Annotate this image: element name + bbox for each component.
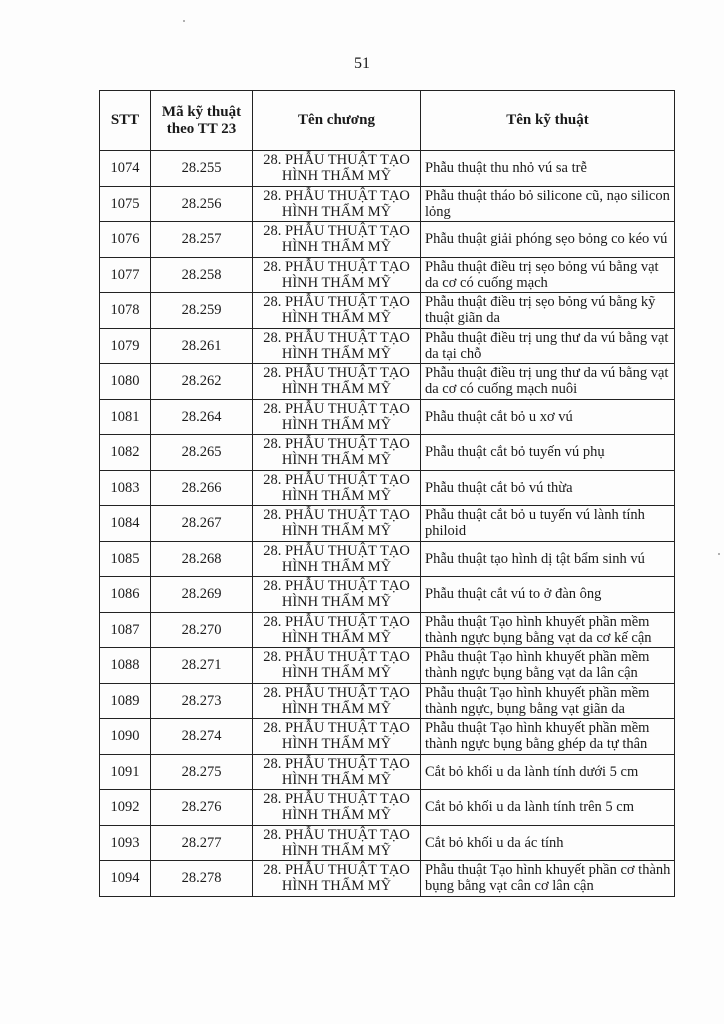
row-chapter: 28. PHẪU THUẬT TẠO HÌNH THẨM MỸ	[253, 825, 421, 861]
row-stt: 1091	[100, 754, 151, 790]
row-chapter: 28. PHẪU THUẬT TẠO HÌNH THẨM MỸ	[253, 328, 421, 364]
row-stt: 1079	[100, 328, 151, 364]
table-row	[100, 790, 675, 826]
row-technique: Phẫu thuật điều trị sẹo bỏng vú bằng kỹ thuật giãn da	[421, 293, 675, 329]
row-chapter: 28. PHẪU THUẬT TẠO HÌNH THẨM MỸ	[253, 186, 421, 222]
row-technique: Phẫu thuật giải phóng sẹo bỏng co kéo vú	[421, 222, 675, 258]
table-row	[100, 399, 675, 435]
row-stt: 1075	[100, 186, 151, 222]
table-row	[100, 754, 675, 790]
row-chapter: 28. PHẪU THUẬT TẠO HÌNH THẨM MỸ	[253, 683, 421, 719]
table-row	[100, 470, 675, 506]
row-chapter: 28. PHẪU THUẬT TẠO HÌNH THẨM MỸ	[253, 861, 421, 897]
row-technique: Phẫu thuật Tạo hình khuyết phần cơ thành bụng bằng vạt cân cơ lân cận	[421, 861, 675, 897]
table-row	[100, 151, 675, 187]
row-technique: Phẫu thuật Tạo hình khuyết phần mềm thành ngực bụng bằng ghép da tự thân	[421, 719, 675, 755]
technique-table	[99, 90, 675, 897]
row-technique: Phẫu thuật cắt vú to ở đàn ông	[421, 577, 675, 613]
table-row	[100, 506, 675, 542]
header-technique: Tên kỹ thuật	[421, 91, 675, 151]
header-stt: STT	[100, 91, 151, 151]
row-code: 28.271	[151, 648, 253, 684]
table-header-row	[100, 91, 675, 151]
table-row	[100, 222, 675, 258]
row-code: 28.261	[151, 328, 253, 364]
row-stt: 1083	[100, 470, 151, 506]
table-row	[100, 186, 675, 222]
row-chapter: 28. PHẪU THUẬT TẠO HÌNH THẨM MỸ	[253, 719, 421, 755]
table-row	[100, 293, 675, 329]
row-code: 28.262	[151, 364, 253, 400]
row-stt: 1077	[100, 257, 151, 293]
row-stt: 1078	[100, 293, 151, 329]
table-row	[100, 648, 675, 684]
table-row	[100, 364, 675, 400]
row-chapter: 28. PHẪU THUẬT TẠO HÌNH THẨM MỸ	[253, 364, 421, 400]
row-technique: Phẫu thuật Tạo hình khuyết phần mềm thành ngực, bụng bằng vạt giãn da	[421, 683, 675, 719]
table-row	[100, 825, 675, 861]
row-stt: 1084	[100, 506, 151, 542]
row-chapter: 28. PHẪU THUẬT TẠO HÌNH THẨM MỸ	[253, 754, 421, 790]
row-code: 28.267	[151, 506, 253, 542]
row-technique: Cắt bỏ khối u da lành tính trên 5 cm	[421, 790, 675, 826]
scan-speck	[183, 20, 185, 22]
row-technique: Phẫu thuật tạo hình dị tật bẩm sinh vú	[421, 541, 675, 577]
header-chapter: Tên chương	[253, 91, 421, 151]
row-stt: 1087	[100, 612, 151, 648]
row-stt: 1090	[100, 719, 151, 755]
row-technique: Phẫu thuật điều trị ung thư da vú bằng vạt da tại chỗ	[421, 328, 675, 364]
row-stt: 1089	[100, 683, 151, 719]
table-row	[100, 861, 675, 897]
row-stt: 1085	[100, 541, 151, 577]
row-technique: Phẫu thuật Tạo hình khuyết phần mềm thành ngực bụng bằng vạt da cơ kế cận	[421, 612, 675, 648]
row-stt: 1092	[100, 790, 151, 826]
table-row	[100, 435, 675, 471]
table-row	[100, 541, 675, 577]
row-technique: Phẫu thuật cắt bỏ u xơ vú	[421, 399, 675, 435]
row-code: 28.268	[151, 541, 253, 577]
row-stt: 1082	[100, 435, 151, 471]
row-stt: 1094	[100, 861, 151, 897]
row-chapter: 28. PHẪU THUẬT TẠO HÌNH THẨM MỸ	[253, 151, 421, 187]
header-code: Mã kỹ thuật theo TT 23	[151, 91, 253, 151]
table-row	[100, 683, 675, 719]
row-code: 28.266	[151, 470, 253, 506]
row-code: 28.278	[151, 861, 253, 897]
row-stt: 1081	[100, 399, 151, 435]
row-chapter: 28. PHẪU THUẬT TẠO HÌNH THẨM MỸ	[253, 541, 421, 577]
row-code: 28.273	[151, 683, 253, 719]
row-code: 28.255	[151, 151, 253, 187]
row-code: 28.269	[151, 577, 253, 613]
table-row	[100, 719, 675, 755]
row-technique: Phẫu thuật cắt bỏ tuyến vú phụ	[421, 435, 675, 471]
table-body	[100, 151, 675, 897]
table-row	[100, 577, 675, 613]
row-chapter: 28. PHẪU THUẬT TẠO HÌNH THẨM MỸ	[253, 506, 421, 542]
row-stt: 1076	[100, 222, 151, 258]
table-row	[100, 612, 675, 648]
row-code: 28.256	[151, 186, 253, 222]
row-code: 28.274	[151, 719, 253, 755]
row-code: 28.257	[151, 222, 253, 258]
row-chapter: 28. PHẪU THUẬT TẠO HÌNH THẨM MỸ	[253, 612, 421, 648]
row-code: 28.264	[151, 399, 253, 435]
row-technique: Phẫu thuật cắt bỏ u tuyến vú lành tính philoid	[421, 506, 675, 542]
row-technique: Cắt bỏ khối u da lành tính dưới 5 cm	[421, 754, 675, 790]
row-code: 28.270	[151, 612, 253, 648]
row-technique: Cắt bỏ khối u da ác tính	[421, 825, 675, 861]
row-chapter: 28. PHẪU THUẬT TẠO HÌNH THẨM MỸ	[253, 577, 421, 613]
row-technique: Phẫu thuật tháo bỏ silicone cũ, nạo silicon lỏng	[421, 186, 675, 222]
row-technique: Phẫu thuật Tạo hình khuyết phần mềm thành ngực bụng bằng vạt da lân cận	[421, 648, 675, 684]
row-chapter: 28. PHẪU THUẬT TẠO HÌNH THẨM MỸ	[253, 435, 421, 471]
row-stt: 1074	[100, 151, 151, 187]
row-chapter: 28. PHẪU THUẬT TẠO HÌNH THẨM MỸ	[253, 222, 421, 258]
table-row	[100, 257, 675, 293]
row-stt: 1086	[100, 577, 151, 613]
row-code: 28.259	[151, 293, 253, 329]
row-chapter: 28. PHẪU THUẬT TẠO HÌNH THẨM MỸ	[253, 293, 421, 329]
table-row	[100, 328, 675, 364]
row-chapter: 28. PHẪU THUẬT TẠO HÌNH THẨM MỸ	[253, 470, 421, 506]
row-stt: 1088	[100, 648, 151, 684]
row-chapter: 28. PHẪU THUẬT TẠO HÌNH THẨM MỸ	[253, 257, 421, 293]
row-stt: 1080	[100, 364, 151, 400]
row-chapter: 28. PHẪU THUẬT TẠO HÌNH THẨM MỸ	[253, 790, 421, 826]
row-code: 28.276	[151, 790, 253, 826]
page-number: 51	[354, 55, 370, 72]
row-technique: Phẫu thuật điều trị sẹo bỏng vú bằng vạt da cơ có cuống mạch	[421, 257, 675, 293]
row-code: 28.258	[151, 257, 253, 293]
row-technique: Phẫu thuật cắt bỏ vú thừa	[421, 470, 675, 506]
row-stt: 1093	[100, 825, 151, 861]
row-chapter: 28. PHẪU THUẬT TẠO HÌNH THẨM MỸ	[253, 399, 421, 435]
row-chapter: 28. PHẪU THUẬT TẠO HÌNH THẨM MỸ	[253, 648, 421, 684]
row-technique: Phẫu thuật thu nhỏ vú sa trễ	[421, 151, 675, 187]
row-code: 28.275	[151, 754, 253, 790]
scan-speck	[718, 553, 720, 555]
row-code: 28.265	[151, 435, 253, 471]
row-code: 28.277	[151, 825, 253, 861]
row-technique: Phẫu thuật điều trị ung thư da vú bằng vạt da cơ có cuống mạch nuôi	[421, 364, 675, 400]
